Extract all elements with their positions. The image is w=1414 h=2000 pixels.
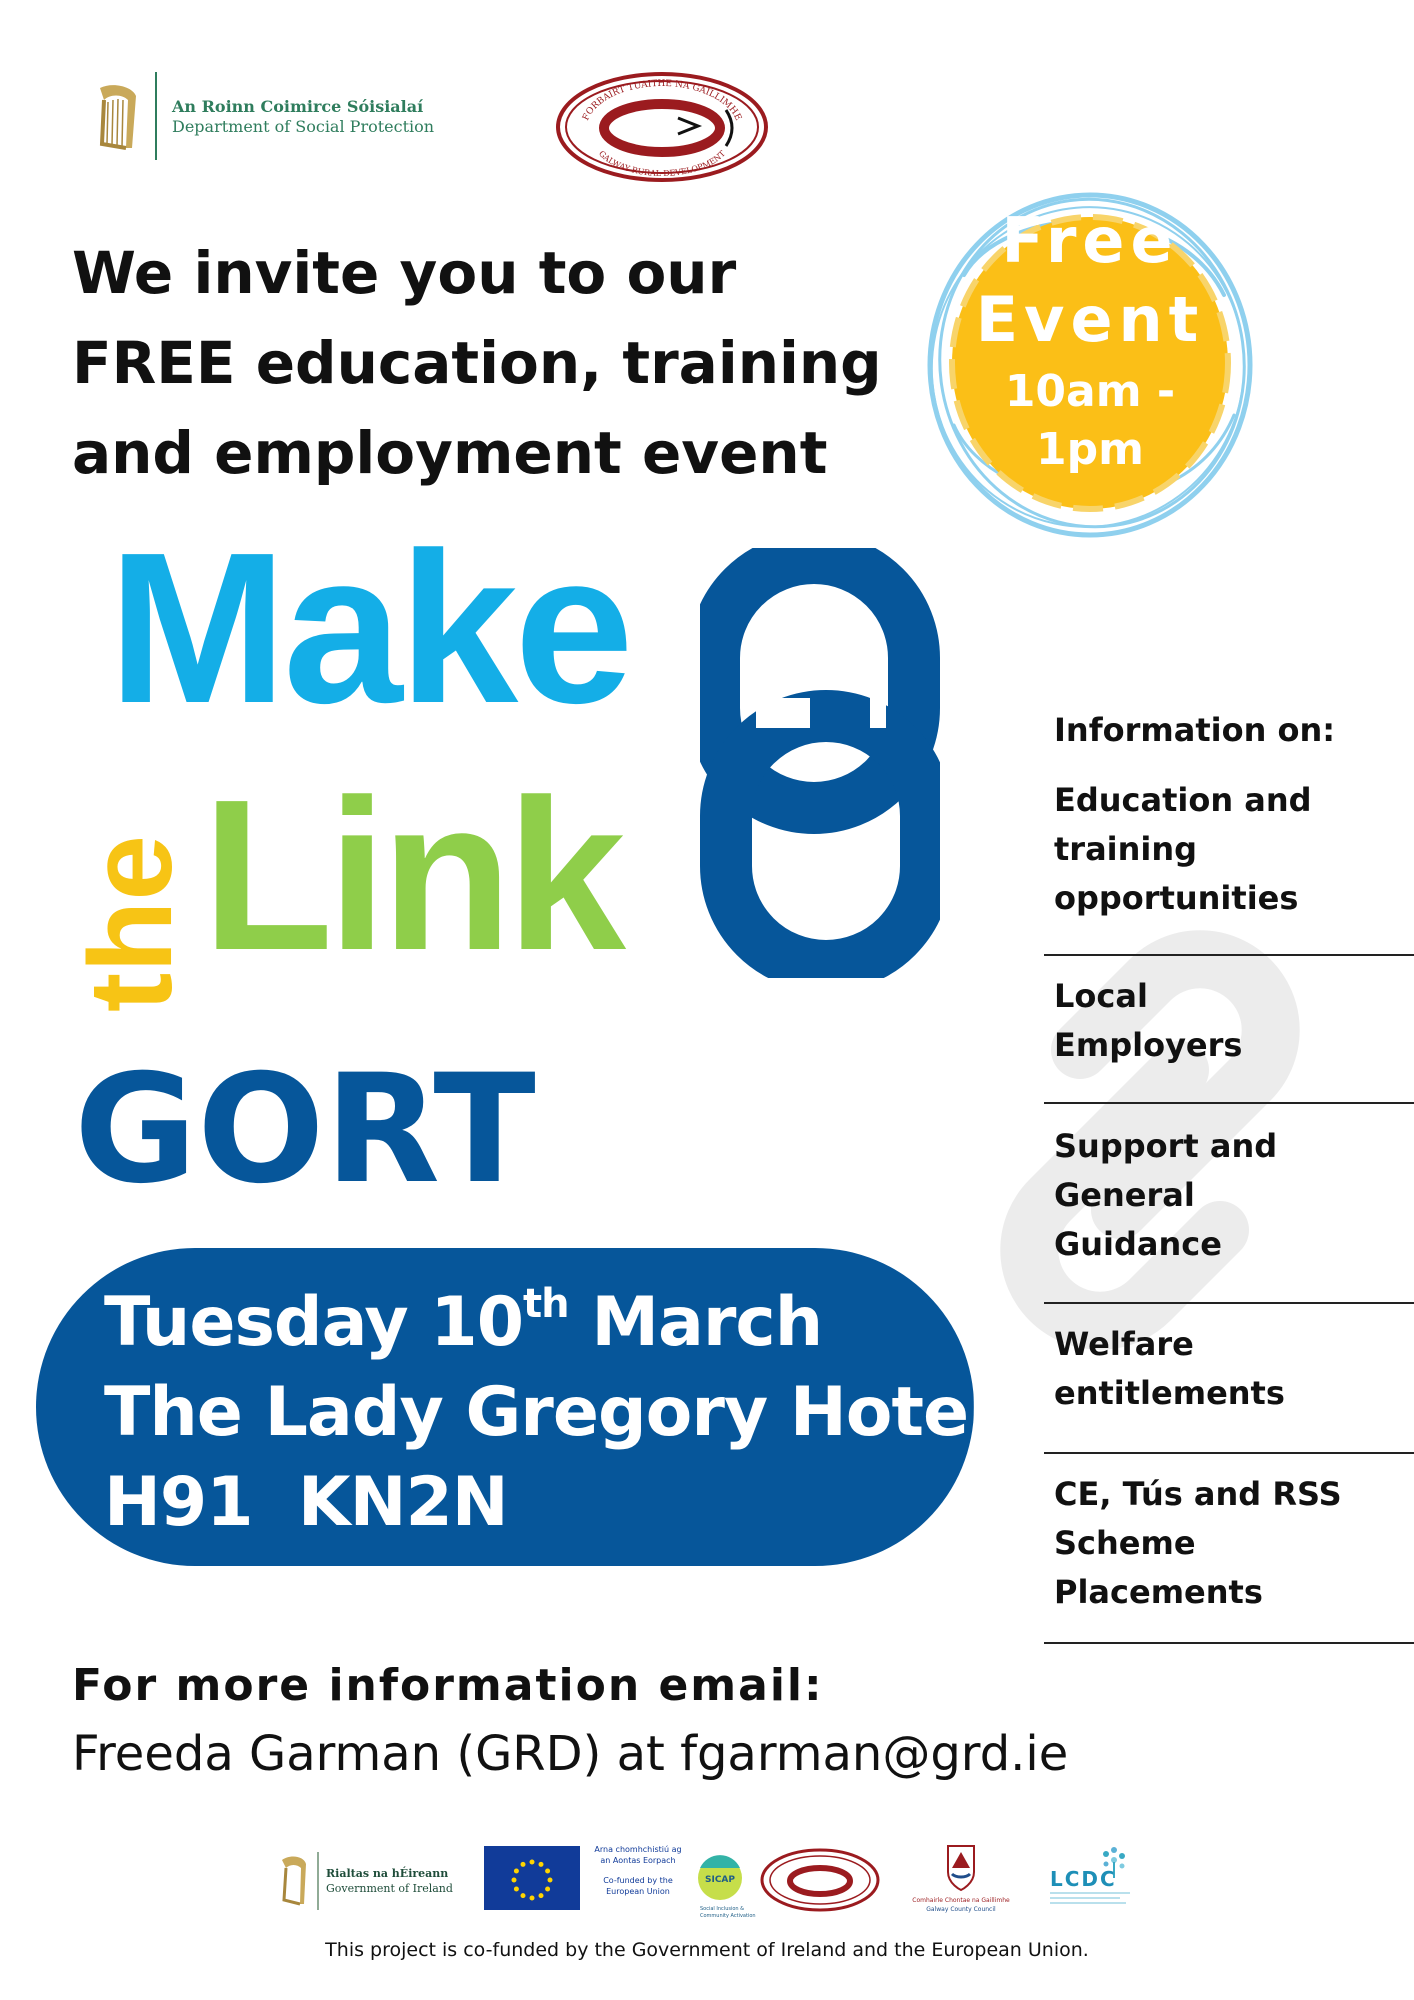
grd-logo-bottom-text: GALWAY RURAL DEVELOPMENT: [596, 149, 728, 179]
headline-line-1: We invite you to our: [72, 239, 737, 307]
galway-rural-development-logo: [556, 72, 768, 182]
gov-irish-text: Rialtas na hÉireann: [326, 1867, 449, 1880]
lcdc-text: LCDC: [1050, 1867, 1117, 1891]
event-ordinal: th: [523, 1281, 569, 1327]
info-divider: [1044, 954, 1414, 956]
brand-link: Link: [202, 754, 620, 995]
grd-small-logo: [762, 1850, 878, 1910]
headline-line-3: and employment event: [72, 419, 828, 487]
funder-logos: [276, 1838, 1146, 1922]
sicap-logo: [698, 1855, 756, 1919]
info-divider: [1044, 1642, 1414, 1644]
harp-icon: [92, 82, 142, 154]
event-day: Tuesday 10: [104, 1283, 524, 1362]
eu-irish-text-2: an Aontas Eorpach: [600, 1856, 676, 1865]
badge-free: Free: [1001, 204, 1179, 277]
gov-ireland-logo: [282, 1852, 453, 1910]
info-item-employers: Local Employers: [1054, 977, 1243, 1064]
funding-note: This project is co-funded by the Government of Ireland and the European Union.: [325, 1939, 1089, 1961]
info-item-education: Education and training opportunities: [1054, 781, 1312, 917]
badge-text: [955, 205, 1225, 479]
dsp-irish-name: An Roinn Coimirce Sóisialaí: [172, 97, 424, 116]
event-month: March: [568, 1283, 823, 1362]
contact-heading: For more information email:: [72, 1660, 824, 1711]
eu-english-text-2: European Union: [606, 1887, 670, 1896]
dsp-logo-text: [172, 97, 434, 137]
headline-line-2: FREE education, training: [72, 329, 882, 397]
info-divider: [1044, 1452, 1414, 1454]
info-item-welfare: Welfare entitlements: [1054, 1325, 1285, 1412]
town-name: GORT: [74, 1043, 536, 1217]
info-divider: [1044, 1102, 1414, 1104]
sicap-subtitle: Social Inclusion &: [700, 1906, 745, 1912]
badge-time: 10am - 1pm: [1004, 366, 1176, 475]
chain-link-icon: [700, 548, 940, 978]
info-item-support: Support and General Guidance: [1054, 1127, 1278, 1263]
gov-english-text: Government of Ireland: [326, 1882, 453, 1895]
sicap-text: SICAP: [705, 1875, 735, 1885]
event-details: [104, 1278, 990, 1548]
info-heading: Information on:: [1054, 711, 1336, 749]
eu-irish-text-1: Arna chomhchistiú ag: [594, 1845, 682, 1854]
grd-logo-top-text: FORBAIRT TUAITHE NA GAILLIMHE: [581, 79, 743, 123]
lcdc-logo: [1050, 1847, 1130, 1904]
info-divider: [1044, 1302, 1414, 1304]
event-eircode: H91 KN2N: [104, 1463, 508, 1542]
brand-the: the: [65, 835, 197, 1012]
info-item-schemes: CE, Tús and RSS Scheme Placements: [1054, 1475, 1342, 1611]
contact-line: Freeda Garman (GRD) at fgarman@grd.ie: [72, 1726, 1069, 1782]
dsp-english-name: Department of Social Protection: [172, 117, 435, 136]
eu-english-text-1: Co-funded by the: [603, 1876, 673, 1885]
event-venue: The Lady Gregory Hotel: [104, 1373, 991, 1452]
logo-divider: [155, 72, 157, 160]
badge-event: Event: [975, 283, 1205, 356]
event-date: [104, 1278, 990, 1368]
gcc-irish-text: Comhairle Chontae na Gaillimhe: [912, 1897, 1010, 1904]
galway-county-council-logo: [912, 1846, 1010, 1913]
eu-flag-logo: [484, 1845, 682, 1910]
svg-text:Community Activation: Community Activation: [700, 1913, 756, 1919]
brand-make: Make: [108, 507, 630, 748]
invitation-headline: [72, 228, 892, 498]
gcc-english-text: Galway County Council: [926, 1906, 996, 1913]
